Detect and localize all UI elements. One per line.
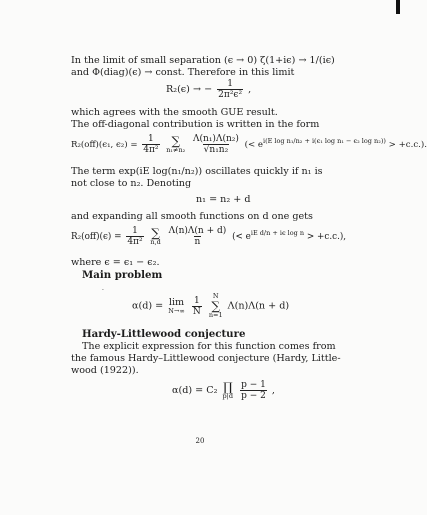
equation-tail: > +c.c.). — [388, 140, 427, 150]
limit-subscript: N→∞ — [168, 307, 185, 315]
paragraph-line: and expanding all smooth functions on d one gets — [71, 211, 313, 222]
paragraph-line: The off-diagonal contribution is written in the form — [71, 119, 320, 130]
equation-lhs: R₂(off)(ϵ₁, ϵ₂) = — [71, 140, 138, 150]
fraction-numerator: Λ(n₁)Λ(n₂) — [193, 134, 239, 144]
equation-hardy-littlewood — [172, 380, 275, 401]
product-operator: ∏ p|d — [222, 380, 234, 400]
equation-fraction — [168, 226, 228, 247]
sum-operator: ∑ n₁≠n₂ — [166, 134, 186, 154]
equation-fraction — [142, 134, 159, 155]
equation-fraction — [126, 226, 143, 247]
sum-operator: ∑ n,d — [150, 226, 161, 246]
equation-rhs: Λ(n)Λ(n + d) — [227, 300, 290, 312]
section-heading: Main problem — [82, 269, 163, 281]
sum-operator: N ∑ n=1 — [208, 292, 223, 319]
fraction-numerator: p − 1 — [241, 380, 266, 390]
equation-fraction — [217, 79, 243, 100]
fraction-denominator: 4π² — [127, 237, 143, 247]
paragraph-line: where ϵ = ϵ₁ − ϵ₂. — [71, 257, 160, 268]
equation-lhs: α(d) = C₂ — [172, 385, 218, 396]
fraction-denominator: √n₁n₂ — [203, 145, 229, 155]
product-subscript: p|d — [222, 392, 234, 400]
equation-fraction — [192, 134, 240, 155]
fraction-numerator: 1 — [132, 226, 138, 236]
equation-n1-definition: n₁ = n₂ + d — [196, 194, 251, 205]
paragraph-line: the famous Hardy–Littlewood conjecture (Hardy, Little- — [71, 353, 341, 364]
equation-fraction — [240, 380, 267, 401]
equation-expanded — [71, 226, 346, 247]
equation-bracket: (< e — [232, 232, 251, 242]
sum-subscript: n,d — [150, 238, 161, 246]
equation-exponent: iE d/n + iϵ log n — [250, 229, 305, 237]
stray-mark: · — [102, 287, 104, 294]
limit-operator — [168, 297, 185, 315]
sum-superscript: N — [212, 292, 219, 300]
fraction-denominator: 4π² — [143, 145, 159, 155]
equation-bracket: (< e — [244, 140, 263, 150]
fraction-denominator: n — [194, 237, 201, 247]
equation-off-diagonal — [71, 134, 427, 155]
sum-subscript: n=1 — [208, 311, 223, 319]
equation-exponent: i(E log n₁/n₂ + i(ϵ₁ log n₁ − ϵ₂ log n₂)) — [262, 137, 386, 145]
fraction-numerator: 1 — [193, 295, 200, 306]
paragraph-line: which agrees with the smooth GUE result. — [71, 107, 278, 118]
equation-fraction — [192, 296, 202, 317]
paragraph-line: The term exp(iE log(n₁/n₂)) oscillates quickly if n₁ is — [71, 166, 323, 177]
sum-subscript: n₁≠n₂ — [166, 146, 186, 154]
page-number: 20 — [195, 437, 205, 445]
fraction-numerator: 1 — [227, 79, 233, 89]
equation-tail: , — [271, 385, 275, 396]
paragraph-line: wood (1922)). — [71, 365, 139, 376]
paragraph-line: and Φ(diag)(ϵ) → const. Therefore in this limit — [71, 67, 295, 78]
equation-lhs: R₂(ϵ) → − — [166, 84, 213, 95]
equation-limit-r2 — [166, 79, 251, 100]
paragraph-line: In the limit of small separation (ϵ → 0) ζ(1+iϵ) → 1/(iϵ) — [71, 55, 335, 66]
equation-lhs: α(d) = — [132, 300, 164, 312]
equation-lhs: R₂(off)(ϵ) = — [71, 232, 122, 242]
equation-tail: > +c.c.), — [306, 232, 347, 242]
paragraph-line: not close to n₂. Denoting — [71, 178, 192, 189]
section-heading: Hardy-Littlewood conjecture — [82, 328, 246, 340]
fraction-denominator: N — [192, 306, 201, 317]
fraction-denominator: 2π²ϵ² — [218, 90, 243, 100]
fraction-numerator: Λ(n)Λ(n + d) — [168, 226, 227, 236]
paragraph-line: The explicit expression for this function comes from — [82, 341, 336, 352]
fraction-denominator: p − 2 — [241, 391, 266, 401]
limit-word: lim — [168, 297, 185, 308]
equation-tail: , — [248, 84, 252, 95]
fraction-numerator: 1 — [148, 134, 154, 144]
equation-alpha-limit — [132, 293, 289, 319]
